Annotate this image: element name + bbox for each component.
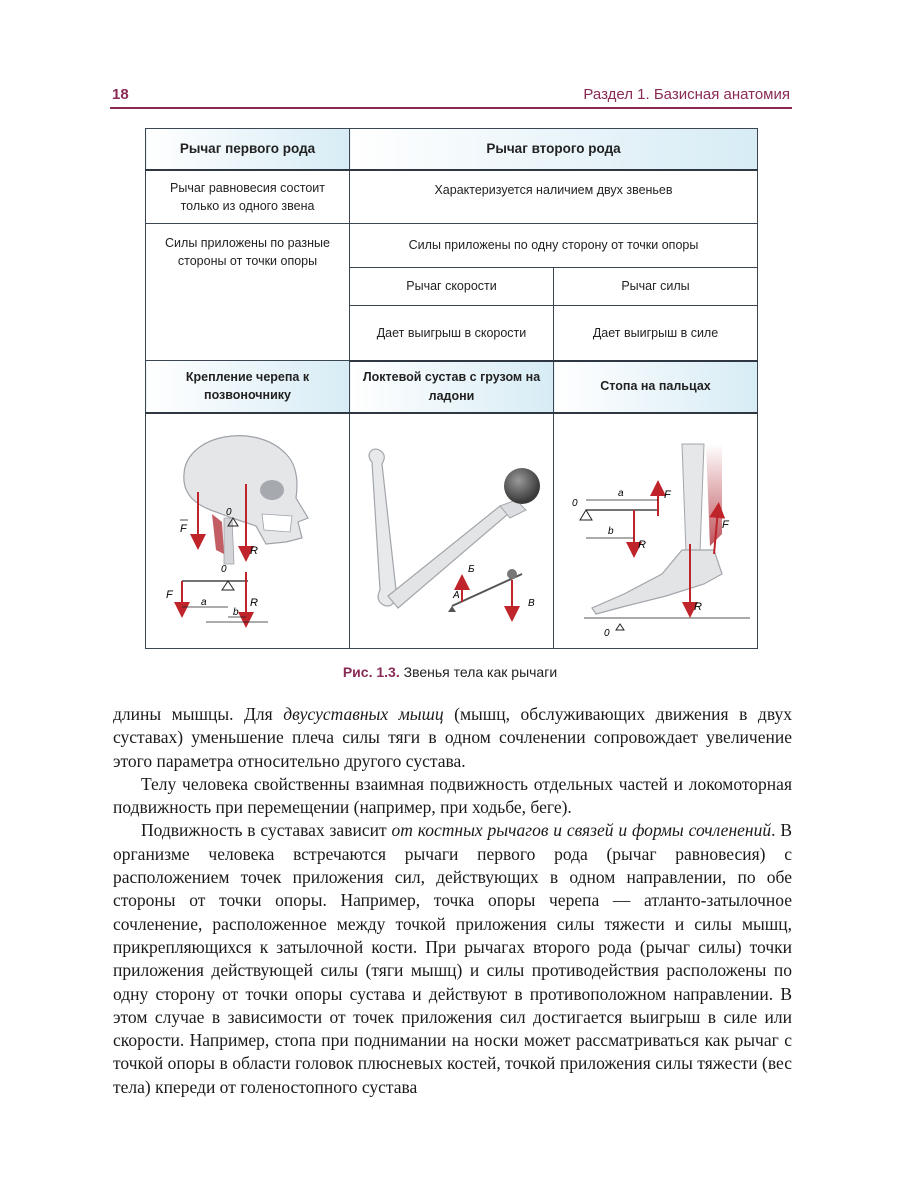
neck-muscle-icon [212, 514, 224, 554]
svg-text:R: R [250, 596, 258, 609]
caption-label: Рис. 1.3. [342, 664, 400, 680]
caption-text: Звенья тела как рычаги [403, 664, 558, 680]
svg-text:R: R [250, 544, 258, 557]
example-header-elbow: Локтевой сустав с грузом на ладони [350, 361, 554, 413]
svg-text:В: В [528, 597, 535, 609]
paragraph-1: длины мышцы. Для двусуставных мышц (мышц, обслуживающих движения в двух суставах) уменьшение плеча силы тяги в одном сочленении сопровождает увеличение этого параметра относительно другого сустава. [113, 704, 792, 771]
force-gain: Дает выигрыш в силе [554, 306, 758, 361]
col-header-first-class: Рычаг первого рода [146, 129, 350, 170]
example-header-skull: Крепление черепа к позвоночнику [146, 361, 350, 413]
tibia-icon [682, 444, 704, 552]
svg-text:a: a [618, 487, 624, 499]
figure-caption [0, 664, 900, 680]
example-header-foot: Стопа на пальцах [554, 361, 758, 413]
speed-gain: Дает выигрыш в скорости [350, 306, 554, 361]
foot-icon [592, 550, 722, 614]
svg-text:0: 0 [572, 497, 578, 509]
figure-skull-cell [146, 413, 350, 649]
lever-table [145, 128, 758, 649]
second-class-links: Характеризуется наличием двух звеньев [350, 170, 758, 224]
figure-foot-cell [554, 413, 758, 649]
svg-text:F: F [166, 588, 173, 601]
svg-text:0: 0 [226, 506, 232, 518]
foot-lever-illustration [554, 414, 757, 648]
col-header-second-class: Рычаг второго рода [350, 129, 758, 170]
force-lever: Рычаг силы [554, 268, 758, 306]
svg-text:0: 0 [604, 627, 610, 639]
paragraph-2: Телу человека свойственны взаимная подвижность отдельных частей и локомоторная подвижность при перемещении (например, при ходьбе, беге). [113, 773, 792, 818]
weight-ball-icon [504, 468, 540, 504]
svg-text:F: F [664, 488, 671, 501]
elbow-lever-illustration [350, 414, 553, 648]
calf-muscle-icon [706, 444, 722, 546]
header-rule [110, 107, 792, 109]
body-text [113, 703, 792, 1099]
svg-text:А: А [453, 589, 460, 601]
skull-lever-illustration [146, 414, 349, 648]
paragraph-3: Подвижность в суставах зависит от костных рычагов и связей и формы сочленений. В организме человека встречаются рычаги первого рода (рычаг равновесия) с расположением точек приложения сил, действующих в одном направлении, по обе стороны от точки опоры. Например, точка опоры черепа — атланто-затылочное сочленение, расположенное между точкой приложения силы тяжести и силы мышц, прикрепляющихся к затылочной кости. При рычагах второго рода (рычаг силы) точки приложения действующей силы (тяги мышц) и силы противодействия расположены по одну сторону от точки опоры сустава и действуют в противоположном направлении. В этом случае в зависимости от точек приложения сил достигается выигрыш в силе или скорости. Например, стопа при поднимании на носки может рассматриваться как рычаг с точкой опоры в области головок плюсневых костей, точкой приложения силы тяжести (вес тела) кпереди от голеностопного сустава [113, 820, 792, 1097]
page-number: 18 [112, 86, 129, 103]
svg-text:b: b [233, 606, 239, 618]
running-head: Раздел 1. Базисная анатомия [583, 86, 790, 103]
svg-text:F: F [722, 518, 729, 531]
forearm-icon [388, 506, 508, 608]
second-class-forces: Силы приложены по одну сторону от точки опоры [350, 224, 758, 268]
svg-text:Б: Б [468, 563, 475, 575]
svg-text:R: R [638, 538, 646, 551]
svg-text:a: a [201, 596, 207, 608]
speed-lever: Рычаг скорости [350, 268, 554, 306]
svg-text:b: b [608, 525, 614, 537]
svg-text:R: R [694, 600, 702, 613]
figure-elbow-cell [350, 413, 554, 649]
svg-text:F: F [180, 522, 187, 535]
first-class-links: Рычаг равновесия состоит только из одного звена [146, 170, 350, 224]
humerus-icon [369, 449, 396, 606]
first-class-forces: Силы приложены по разные стороны от точки опоры [146, 224, 350, 361]
svg-text:0: 0 [221, 563, 227, 575]
